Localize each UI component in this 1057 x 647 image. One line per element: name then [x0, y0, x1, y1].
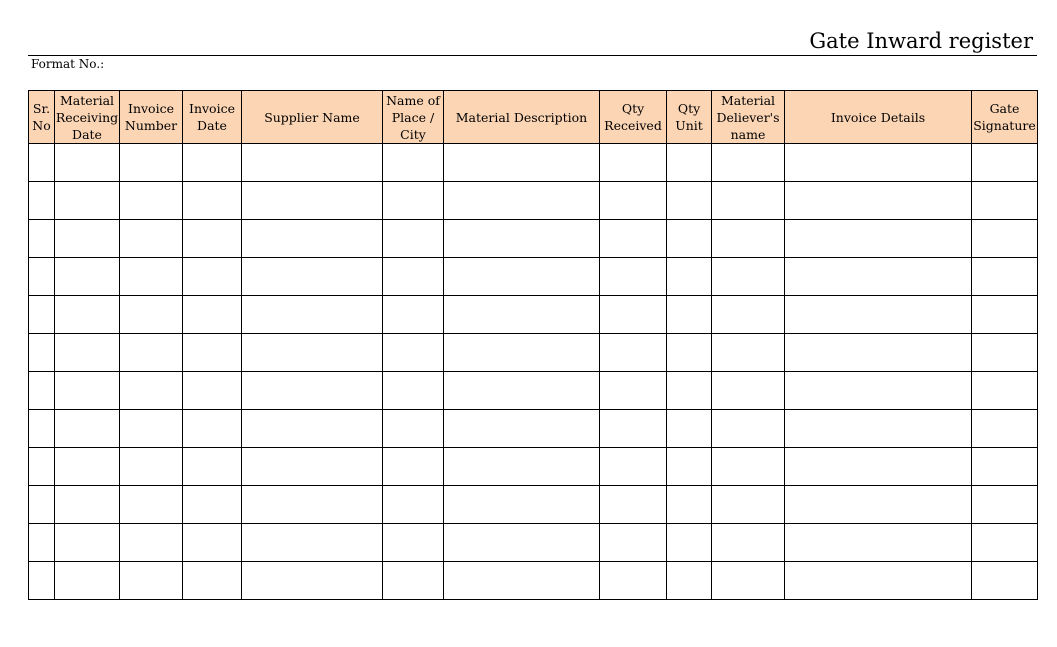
- column-header-material-receiving-date: Material Receiving Date: [55, 92, 119, 142]
- table-cell: [600, 486, 667, 524]
- table-cell: [785, 562, 972, 600]
- table-row: [29, 524, 1038, 562]
- table-cell: [972, 182, 1038, 220]
- table-cell: [55, 410, 120, 448]
- table-cell: [972, 410, 1038, 448]
- table-cell: [972, 144, 1038, 182]
- table-cell: [712, 410, 785, 448]
- table-cell: [242, 144, 383, 182]
- table-cell: [972, 372, 1038, 410]
- table-cell: [29, 144, 55, 182]
- table-body: [29, 144, 1038, 600]
- table-cell: [444, 296, 600, 334]
- table-cell: [667, 334, 712, 372]
- table-cell: [785, 372, 972, 410]
- table-cell: [667, 372, 712, 410]
- table-cell: [712, 182, 785, 220]
- table-cell: [600, 220, 667, 258]
- table-cell: [383, 220, 444, 258]
- table-cell: [29, 448, 55, 486]
- table-cell: [667, 448, 712, 486]
- column-header-gate-signature: Gate Signature: [972, 91, 1038, 144]
- table-cell: [383, 448, 444, 486]
- table-cell: [712, 144, 785, 182]
- table-cell: [712, 448, 785, 486]
- table-cell: [785, 334, 972, 372]
- table-cell: [600, 372, 667, 410]
- table-cell: [242, 334, 383, 372]
- table-cell: [383, 334, 444, 372]
- table-cell: [120, 144, 183, 182]
- table-cell: [383, 410, 444, 448]
- table-cell: [29, 182, 55, 220]
- table-cell: [183, 182, 242, 220]
- column-header-qty-received: Qty Received: [600, 91, 667, 144]
- table-cell: [972, 258, 1038, 296]
- table-cell: [785, 220, 972, 258]
- table-row: [29, 562, 1038, 600]
- table-cell: [667, 144, 712, 182]
- table-cell: [242, 410, 383, 448]
- table-cell: [444, 220, 600, 258]
- format-no-label: Format No.:: [31, 57, 105, 71]
- column-header-place-city: Name of Place / City: [383, 91, 444, 144]
- column-header-supplier-name: Supplier Name: [242, 91, 383, 144]
- table-cell: [972, 296, 1038, 334]
- table-cell: [600, 182, 667, 220]
- table-cell: [242, 372, 383, 410]
- table-cell: [242, 258, 383, 296]
- table-cell: [183, 486, 242, 524]
- table-cell: [785, 182, 972, 220]
- table-cell: [667, 296, 712, 334]
- table-cell: [444, 410, 600, 448]
- table-cell: [712, 296, 785, 334]
- table-row: [29, 372, 1038, 410]
- table-cell: [242, 296, 383, 334]
- table-cell: [444, 258, 600, 296]
- table-cell: [600, 562, 667, 600]
- table-cell: [712, 524, 785, 562]
- table-cell: [383, 296, 444, 334]
- table-cell: [120, 296, 183, 334]
- table-cell: [55, 296, 120, 334]
- table-cell: [972, 562, 1038, 600]
- gate-inward-table: [28, 90, 1038, 600]
- table-cell: [55, 258, 120, 296]
- column-header-material-description: Material Description: [444, 91, 600, 144]
- table-cell: [383, 524, 444, 562]
- table-cell: [600, 334, 667, 372]
- table-cell: [383, 372, 444, 410]
- table-cell: [444, 334, 600, 372]
- table-cell: [444, 448, 600, 486]
- table-cell: [785, 144, 972, 182]
- table-cell: [444, 182, 600, 220]
- table-cell: [383, 182, 444, 220]
- table-cell: [29, 524, 55, 562]
- table-cell: [183, 524, 242, 562]
- table-cell: [667, 182, 712, 220]
- table-cell: [600, 296, 667, 334]
- table-row: [29, 410, 1038, 448]
- table-cell: [600, 144, 667, 182]
- table-cell: [972, 448, 1038, 486]
- table-cell: [383, 562, 444, 600]
- table-cell: [712, 486, 785, 524]
- table-cell: [183, 448, 242, 486]
- table-cell: [183, 296, 242, 334]
- table-row: [29, 296, 1038, 334]
- table-cell: [120, 258, 183, 296]
- table-cell: [29, 486, 55, 524]
- table-cell: [55, 144, 120, 182]
- title-divider: [28, 55, 1037, 56]
- table-cell: [785, 296, 972, 334]
- table-cell: [183, 144, 242, 182]
- table-cell: [712, 220, 785, 258]
- table-row: [29, 486, 1038, 524]
- column-header-invoice-date: Invoice Date: [183, 91, 242, 144]
- table-cell: [667, 524, 712, 562]
- table-cell: [55, 486, 120, 524]
- table-row: [29, 258, 1038, 296]
- table-cell: [183, 220, 242, 258]
- table-cell: [667, 220, 712, 258]
- table-cell: [383, 486, 444, 524]
- table-cell: [55, 524, 120, 562]
- table-cell: [120, 220, 183, 258]
- table-cell: [55, 220, 120, 258]
- table-cell: [29, 334, 55, 372]
- table-cell: [120, 486, 183, 524]
- table-cell: [444, 144, 600, 182]
- table-cell: [600, 448, 667, 486]
- table-cell: [55, 182, 120, 220]
- table-cell: [972, 220, 1038, 258]
- column-header-invoice-details: Invoice Details: [785, 91, 972, 144]
- table-cell: [55, 562, 120, 600]
- table-cell: [120, 334, 183, 372]
- table-cell: [183, 372, 242, 410]
- table-cell: [55, 372, 120, 410]
- table-cell: [120, 524, 183, 562]
- table-cell: [667, 486, 712, 524]
- table-cell: [242, 182, 383, 220]
- table-cell: [120, 448, 183, 486]
- table-cell: [120, 410, 183, 448]
- table-cell: [712, 258, 785, 296]
- table-cell: [600, 258, 667, 296]
- table-cell: [120, 372, 183, 410]
- table-cell: [785, 410, 972, 448]
- column-header-deliverer-name: Material Deliever's name: [712, 91, 785, 144]
- table-cell: [600, 410, 667, 448]
- table-cell: [55, 334, 120, 372]
- table-cell: [712, 372, 785, 410]
- table-cell: [785, 524, 972, 562]
- table-cell: [383, 258, 444, 296]
- table-cell: [29, 296, 55, 334]
- table-cell: [712, 562, 785, 600]
- table-cell: [183, 562, 242, 600]
- table-cell: [667, 562, 712, 600]
- table-cell: [183, 334, 242, 372]
- table-cell: [29, 372, 55, 410]
- table-cell: [242, 486, 383, 524]
- page-title: Gate Inward register: [809, 29, 1033, 53]
- table-cell: [242, 220, 383, 258]
- table-cell: [242, 524, 383, 562]
- column-header-sr-no: Sr. No: [29, 91, 55, 144]
- table-cell: [444, 486, 600, 524]
- column-header-invoice-number: Invoice Number: [120, 91, 183, 144]
- table-cell: [242, 448, 383, 486]
- column-header-qty-unit: Qty Unit: [667, 91, 712, 144]
- table-cell: [444, 372, 600, 410]
- table-cell: [242, 562, 383, 600]
- table-cell: [29, 258, 55, 296]
- table-row: [29, 220, 1038, 258]
- table-cell: [55, 448, 120, 486]
- table-cell: [972, 486, 1038, 524]
- table-cell: [183, 410, 242, 448]
- table-cell: [972, 524, 1038, 562]
- table-cell: [444, 562, 600, 600]
- table-cell: [29, 220, 55, 258]
- table-cell: [667, 410, 712, 448]
- table-cell: [600, 524, 667, 562]
- table-cell: [972, 334, 1038, 372]
- table-row: [29, 448, 1038, 486]
- table-cell: [785, 486, 972, 524]
- table-cell: [383, 144, 444, 182]
- table-cell: [785, 258, 972, 296]
- table-row: [29, 144, 1038, 182]
- table-cell: [120, 182, 183, 220]
- table-cell: [444, 524, 600, 562]
- table-row: [29, 182, 1038, 220]
- table-cell: [712, 334, 785, 372]
- table-cell: [785, 448, 972, 486]
- table-cell: [183, 258, 242, 296]
- table-cell: [29, 410, 55, 448]
- table-cell: [667, 258, 712, 296]
- table-row: [29, 334, 1038, 372]
- header-row: [29, 91, 1038, 144]
- table-cell: [120, 562, 183, 600]
- table-cell: [29, 562, 55, 600]
